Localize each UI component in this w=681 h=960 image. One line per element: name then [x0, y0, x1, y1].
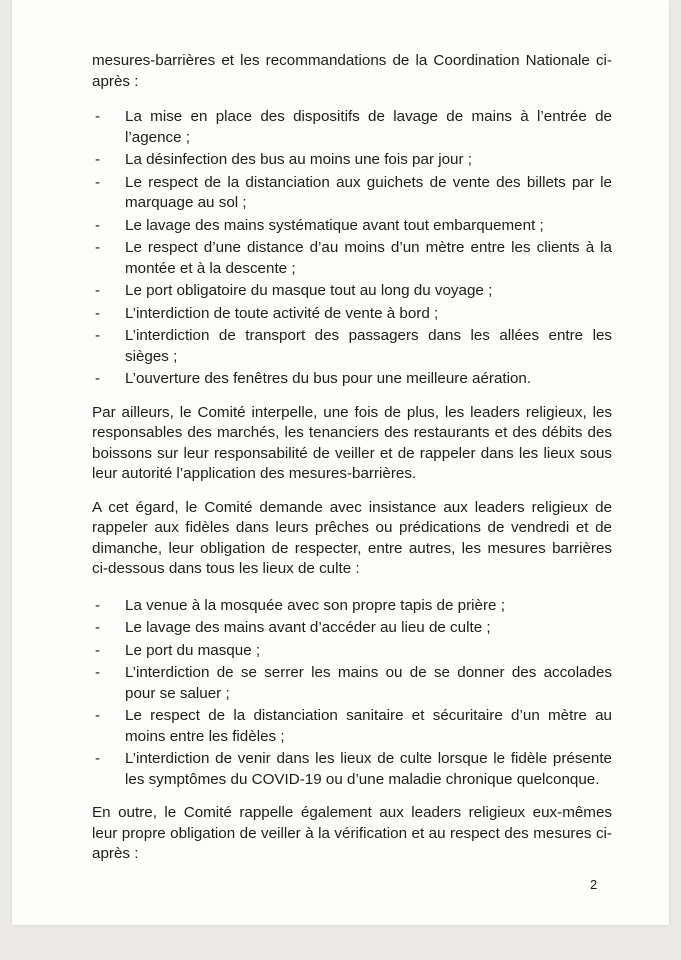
bullet-dash: -	[95, 327, 101, 344]
list-item-text: Le respect de la distanciation aux guichets de vente des billets par le marquage au sol ;	[125, 173, 612, 211]
list-item	[92, 304, 612, 325]
list-item	[92, 641, 612, 662]
list-item-text: Le respect de la distanciation sanitaire et sécuritaire d’un mètre au moins entre les fidèles ;	[125, 707, 612, 745]
list-item	[92, 369, 612, 390]
list-item	[92, 216, 612, 237]
bullet-dash: -	[95, 173, 101, 191]
bullet-dash: -	[95, 216, 101, 234]
bullet-dash: -	[95, 151, 101, 168]
bullet-dash: -	[95, 664, 101, 681]
document-body	[92, 51, 612, 865]
list-item-text: L’interdiction de toute activité de vente à bord ;	[125, 304, 439, 322]
list-item	[92, 663, 612, 704]
list-item-text: La mise en place des dispositifs de lavage de mains à l’entrée de l’agence ;	[125, 108, 612, 146]
list-item	[92, 596, 612, 617]
paragraph-leader-obligations: En outre, le Comité rappelle également aux leaders religieux eux-mêmes leur propre obligation de veiller à la vérification et au respect des mesures ci-après :	[92, 804, 612, 862]
list-item	[92, 326, 612, 367]
list-item-text: L’interdiction de transport des passagers dans les allées entre les sièges ;	[125, 327, 612, 365]
list-item-text: La venue à la mosquée avec son propre tapis de prière ;	[125, 596, 505, 614]
list-item	[92, 281, 612, 302]
document-page	[12, 0, 669, 925]
list-item	[92, 706, 612, 747]
list-item-text: L’interdiction de se serrer les mains ou de se donner des accolades pour se saluer ;	[125, 664, 612, 702]
list-item-text: Le lavage des mains avant d’accéder au lieu de culte ;	[125, 619, 491, 636]
paragraph-religious-leaders: A cet égard, le Comité demande avec insistance aux leaders religieux de rappeler aux fidèles dans leurs prêches ou prédications de vendredi et de dimanche, leur obligation de respecter, entre autres, les mesures barrières ci-dessous dans tous les lieux de culte :	[92, 498, 612, 577]
list-item	[92, 107, 612, 148]
list-item-text: La désinfection des bus au moins une fois par jour ;	[125, 151, 472, 168]
bullet-dash: -	[95, 304, 101, 322]
list-item	[92, 618, 612, 639]
list-item	[92, 238, 612, 279]
list-item	[92, 749, 612, 790]
bullet-dash: -	[95, 596, 101, 614]
intro-paragraph: mesures-barrières et les recommandations de la Coordination Nationale ci-après :	[92, 52, 612, 90]
bullet-dash: -	[95, 282, 101, 299]
bullet-dash: -	[95, 707, 101, 724]
list-item-text: Le respect d’une distance d’au moins d’un mètre entre les clients à la montée et à la descente ;	[125, 239, 612, 277]
bullet-dash: -	[95, 750, 101, 767]
page-number: 2	[590, 877, 598, 892]
list-item-text: Le port obligatoire du masque tout au long du voyage ;	[125, 282, 493, 299]
bullet-dash: -	[95, 641, 101, 659]
worship-measures-list	[92, 596, 612, 791]
bullet-dash: -	[95, 108, 101, 125]
list-item-text: L’ouverture des fenêtres du bus pour une meilleure aération.	[125, 370, 532, 387]
bullet-dash: -	[95, 619, 101, 636]
bullet-dash: -	[95, 239, 101, 256]
list-item-text: Le port du masque ;	[125, 641, 261, 659]
bullet-dash: -	[95, 370, 101, 387]
list-item	[92, 173, 612, 214]
list-item-text: L’interdiction de venir dans les lieux de culte lorsque le fidèle présente les symptômes du COVID-19 ou d’une maladie chronique quelconque.	[125, 750, 612, 788]
paragraph-interpellation: Par ailleurs, le Comité interpelle, une fois de plus, les leaders religieux, les responsables des marchés, les tenanciers des restaurants et des débits des boissons sur leur responsabilité de veiller et de rappeler dans les lieux sous leur autorité l’application des mesures-barrières.	[92, 403, 612, 482]
list-item	[92, 150, 612, 171]
list-item-text: Le lavage des mains systématique avant tout embarquement ;	[125, 216, 544, 234]
transport-measures-list	[92, 107, 612, 390]
